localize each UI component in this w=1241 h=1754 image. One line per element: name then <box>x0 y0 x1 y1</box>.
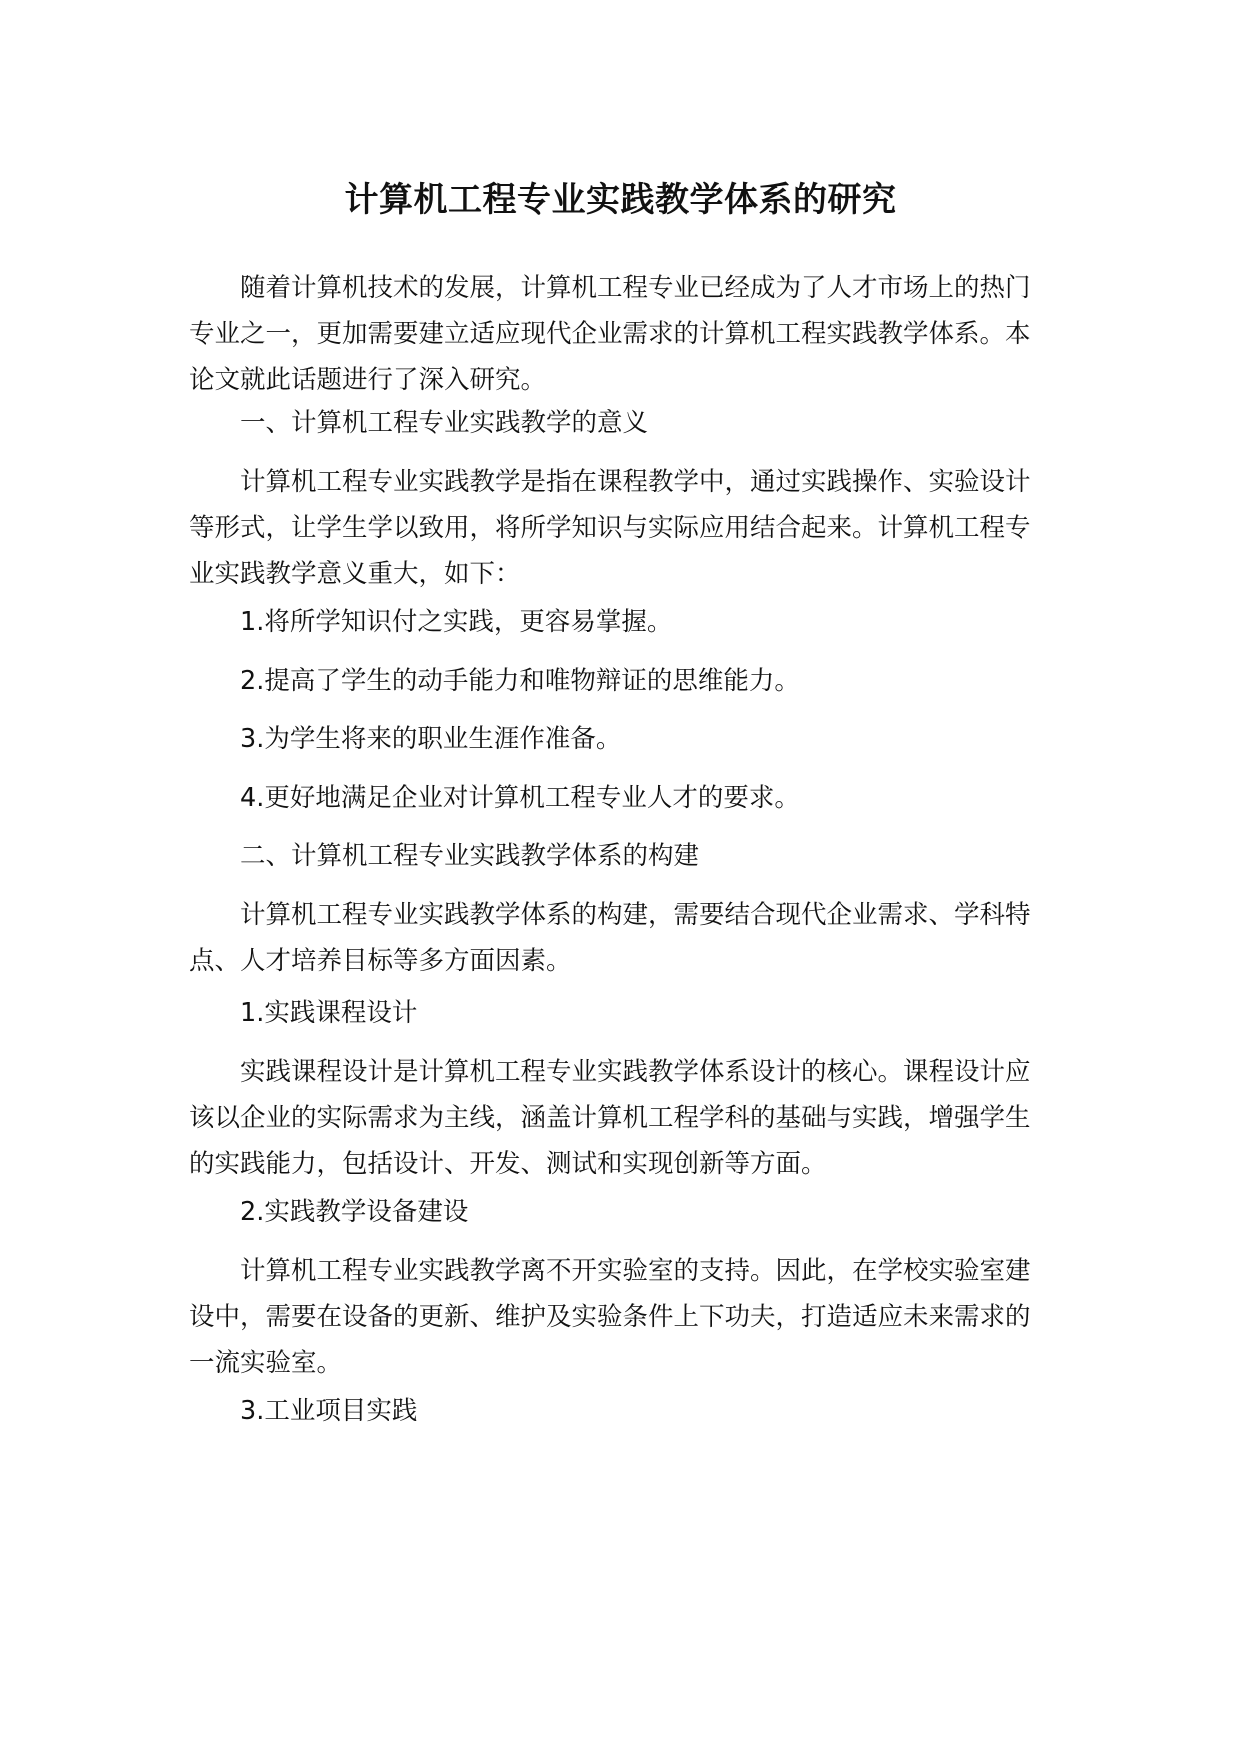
list-item-3: 3.为学生将来的职业生涯作准备。 <box>240 724 622 754</box>
subheading-equipment: 2.实践教学设备建设 <box>240 1197 469 1227</box>
list-item-2: 2.提高了学生的动手能力和唯物辩证的思维能力。 <box>240 666 800 696</box>
section-heading-2: 二、计算机工程专业实践教学体系的构建 <box>240 841 700 871</box>
list-item-1: 1.将所学知识付之实践，更容易掌握。 <box>240 607 673 637</box>
list-item-4: 4.更好地满足企业对计算机工程专业人才的要求。 <box>240 783 800 813</box>
significance-paragraph: 计算机工程专业实践教学是指在课程教学中，通过实践操作、实验设计等形式，让学生学以致用，将所学知识与实际应用结合起来。计算机工程专业实践教学意义重大，如下： <box>189 467 1031 589</box>
section-heading-1: 一、计算机工程专业实践教学的意义 <box>240 408 649 438</box>
subheading-industrial-project: 3.工业项目实践 <box>240 1396 418 1426</box>
course-design-paragraph: 实践课程设计是计算机工程专业实践教学体系设计的核心。课程设计应该以企业的实际需求为主线，涵盖计算机工程学科的基础与实践，增强学生的实践能力，包括设计、开发、测试和实现创新等方面。 <box>189 1057 1031 1179</box>
construction-paragraph: 计算机工程专业实践教学体系的构建，需要结合现代企业需求、学科特点、人才培养目标等多方面因素。 <box>189 900 1031 976</box>
intro-paragraph: 随着计算机技术的发展，计算机工程专业已经成为了人才市场上的热门专业之一，更加需要建立适应现代企业需求的计算机工程实践教学体系。本论文就此话题进行了深入研究。 <box>189 273 1031 395</box>
subheading-course-design: 1.实践课程设计 <box>240 998 418 1028</box>
document-title: 计算机工程专业实践教学体系的研究 <box>344 180 897 220</box>
equipment-paragraph: 计算机工程专业实践教学离不开实验室的支持。因此，在学校实验室建设中，需要在设备的更新、维护及实验条件上下功夫，打造适应未来需求的一流实验室。 <box>189 1256 1031 1378</box>
